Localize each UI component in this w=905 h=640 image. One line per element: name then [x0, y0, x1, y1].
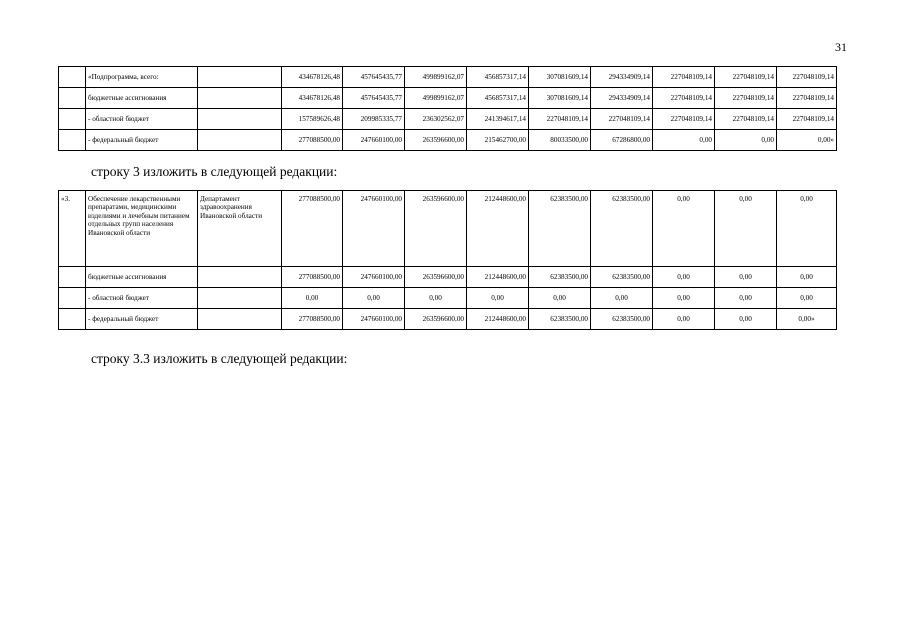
value-cell: 212448600,00 [467, 191, 529, 267]
row-executor [198, 67, 282, 88]
value-cell: 277088500,00 [282, 130, 343, 151]
row-executor: Департамент здравоохранения Ивановской области [198, 191, 282, 267]
value-cell: 215462700,00 [467, 130, 529, 151]
value-cell: 67286800,00 [591, 130, 653, 151]
value-cell: 457645435,77 [343, 67, 405, 88]
value-cell: 277088500,00 [282, 309, 343, 330]
value-cell: 0,00 [715, 288, 777, 309]
value-cell: 0,00 [529, 288, 591, 309]
value-cell: 62383500,00 [529, 267, 591, 288]
value-cell: 0,00 [715, 309, 777, 330]
value-cell: 277088500,00 [282, 267, 343, 288]
value-cell: 294334909,14 [591, 88, 653, 109]
table-row [59, 267, 837, 288]
table-row [59, 130, 837, 151]
value-cell: 0,00 [715, 267, 777, 288]
value-cell: 62383500,00 [529, 309, 591, 330]
value-cell: 0,00 [653, 191, 715, 267]
value-cell: 434678126,48 [282, 67, 343, 88]
value-cell: 227048109,14 [715, 67, 777, 88]
row-executor [198, 88, 282, 109]
value-cell: 212448600,00 [467, 267, 529, 288]
value-cell: 457645435,77 [343, 88, 405, 109]
value-cell: 499899162,07 [405, 88, 467, 109]
value-cell: 294334909,14 [591, 67, 653, 88]
row-number [59, 309, 86, 330]
instruction-heading-row-3-3: строку 3.3 изложить в следующей редакции: [91, 351, 348, 366]
value-cell: 227048109,14 [653, 88, 715, 109]
row-name: - областной бюджет [86, 288, 198, 309]
value-cell: 80033500,00 [529, 130, 591, 151]
value-cell: 247660100,00 [343, 130, 405, 151]
row-name: Обеспечение лекарственными препаратами, медицинскими изделиями и лечебным питанием отдельных групп населения Ивановской области [86, 191, 198, 267]
row-number: «3. [59, 191, 86, 267]
value-cell: 227048109,14 [653, 67, 715, 88]
value-cell: 209985335,77 [343, 109, 405, 130]
row-executor [198, 109, 282, 130]
value-cell: 0,00» [777, 130, 837, 151]
row-executor [198, 309, 282, 330]
row-name: - федеральный бюджет [86, 309, 198, 330]
value-cell: 247660100,00 [343, 309, 405, 330]
row-name: «Подпрограмма, всего: [86, 67, 198, 88]
value-cell: 212448600,00 [467, 309, 529, 330]
value-cell: 277088500,00 [282, 191, 343, 267]
row-name: - федеральный бюджет [86, 130, 198, 151]
value-cell: 62383500,00 [591, 191, 653, 267]
value-cell: 227048109,14 [529, 109, 591, 130]
value-cell: 62383500,00 [591, 309, 653, 330]
row-executor [198, 130, 282, 151]
page-number: 31 [835, 40, 847, 54]
instruction-heading-row-3: строку 3 изложить в следующей редакции: [91, 164, 338, 179]
value-cell: 227048109,14 [777, 88, 837, 109]
row-number [59, 267, 86, 288]
value-cell: 434678126,48 [282, 88, 343, 109]
value-cell: 227048109,14 [777, 67, 837, 88]
value-cell: 227048109,14 [715, 88, 777, 109]
value-cell: 0,00 [282, 288, 343, 309]
value-cell: 227048109,14 [777, 109, 837, 130]
value-cell: 456857317,14 [467, 88, 529, 109]
value-cell: 263596600,00 [405, 191, 467, 267]
value-cell: 0,00 [467, 288, 529, 309]
row-number [59, 130, 86, 151]
value-cell: 241394617,14 [467, 109, 529, 130]
value-cell: 499899162,07 [405, 67, 467, 88]
value-cell: 0,00 [715, 191, 777, 267]
table-row [59, 309, 837, 330]
value-cell: 456857317,14 [467, 67, 529, 88]
value-cell: 263596600,00 [405, 130, 467, 151]
table-row [59, 88, 837, 109]
row-number [59, 67, 86, 88]
value-cell: 0,00 [653, 130, 715, 151]
value-cell: 307081609,14 [529, 88, 591, 109]
value-cell: 227048109,14 [591, 109, 653, 130]
value-cell: 62383500,00 [591, 267, 653, 288]
table-row [59, 109, 837, 130]
value-cell: 247660100,00 [343, 191, 405, 267]
row-number [59, 88, 86, 109]
table-row [59, 67, 837, 88]
value-cell: 0,00 [777, 267, 837, 288]
value-cell: 227048109,14 [653, 109, 715, 130]
value-cell: 62383500,00 [529, 191, 591, 267]
row-3-table [58, 190, 837, 330]
row-name: бюджетные ассигнования [86, 267, 198, 288]
row-executor [198, 288, 282, 309]
value-cell: 0,00 [777, 191, 837, 267]
value-cell: 227048109,14 [715, 109, 777, 130]
value-cell: 236302562,07 [405, 109, 467, 130]
table-row [59, 288, 837, 309]
value-cell: 0,00 [653, 288, 715, 309]
value-cell: 0,00» [777, 309, 837, 330]
row-name: бюджетные ассигнования [86, 88, 198, 109]
value-cell: 0,00 [715, 130, 777, 151]
value-cell: 263596600,00 [405, 309, 467, 330]
value-cell: 0,00 [653, 309, 715, 330]
value-cell: 0,00 [777, 288, 837, 309]
value-cell: 0,00 [405, 288, 467, 309]
row-number [59, 288, 86, 309]
value-cell: 307081609,14 [529, 67, 591, 88]
value-cell: 263596600,00 [405, 267, 467, 288]
subprogram-table [58, 66, 837, 151]
row-number [59, 109, 86, 130]
row-executor [198, 267, 282, 288]
row-name: - областной бюджет [86, 109, 198, 130]
table-row [59, 191, 837, 267]
value-cell: 247660100,00 [343, 267, 405, 288]
value-cell: 0,00 [343, 288, 405, 309]
value-cell: 0,00 [591, 288, 653, 309]
value-cell: 157589626,48 [282, 109, 343, 130]
value-cell: 0,00 [653, 267, 715, 288]
